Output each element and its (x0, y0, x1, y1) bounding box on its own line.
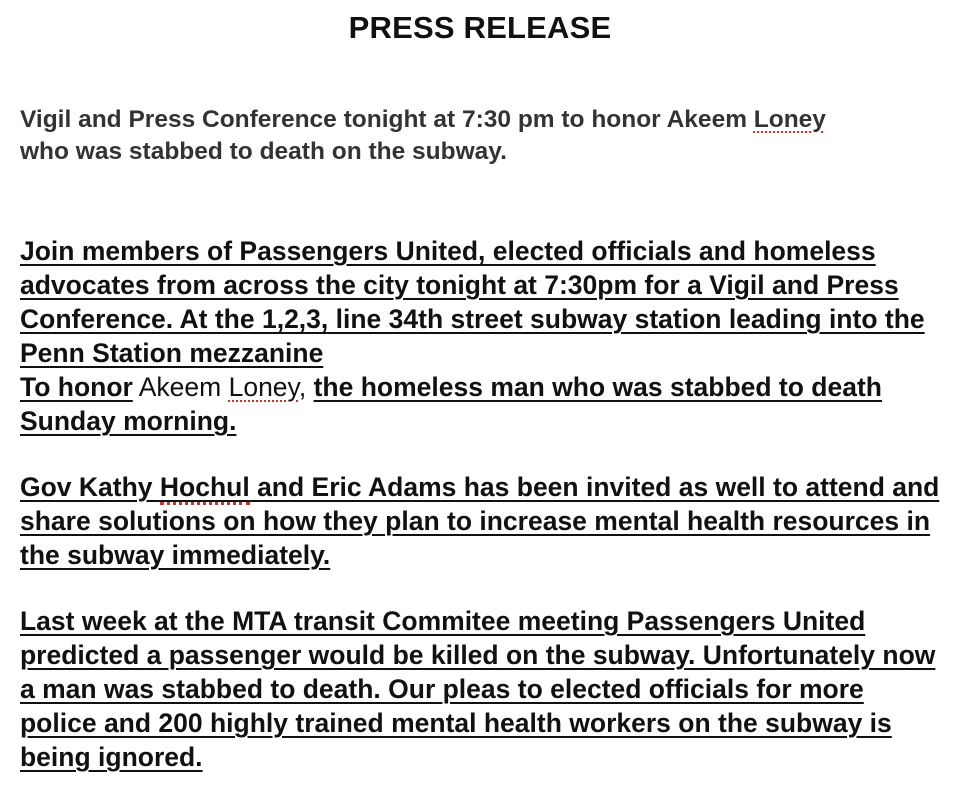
p1-name-last: Loney (228, 372, 299, 402)
intro-text-end: who was stabbed to death on the subway. (20, 138, 507, 165)
p2-text-b: and Eric Adams has been invited as well to attend and share solutions on how they plan to increase mental health resources in the subway immediately. (20, 472, 940, 570)
p1-name-first: Akeem (132, 372, 229, 402)
paragraph-mta-meeting (20, 604, 945, 774)
intro-text-start: Vigil and Press Conference tonight at 7:30 pm to honor Akeem (20, 106, 754, 133)
p1-text-c: the homeless man who was stabbed to death Sunday morning. (20, 372, 882, 436)
intro-name-misspelled: Loney (753, 106, 826, 133)
p2-name-misspelled: Hochul (160, 472, 250, 505)
p1-name-comma: , (298, 372, 307, 402)
p1-text-a: Join members of Passengers United, elected officials and homeless advocates from across the city tonight at 7:30pm for a Vigil and Press Conference. At the 1,2,3, line 34th street subway station leading into the Penn Station mezzanine (20, 236, 925, 368)
intro-paragraph (20, 104, 940, 168)
p1-text-b: To honor (20, 372, 133, 402)
p3-text: Last week at the MTA transit Commitee meeting Passengers United predicted a passenger would be killed on the subway. Unfortunately now a man was stabbed to death. Our pleas to elected officials for more police and 200 highly trained mental health workers on the subway is being ignored. (20, 606, 936, 772)
paragraph-officials-invited (20, 470, 945, 572)
paragraph-vigil-details (20, 234, 945, 438)
document-title: PRESS RELEASE (348, 10, 612, 45)
p2-text-a: Gov Kathy (20, 472, 160, 502)
